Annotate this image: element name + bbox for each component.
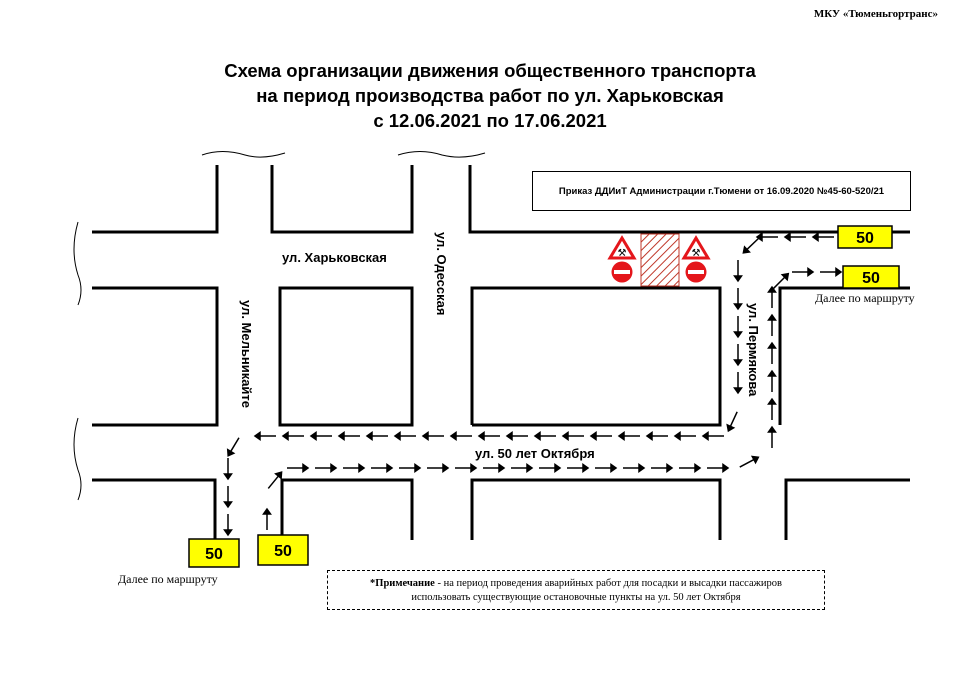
roadwork-warning-icon: [684, 238, 708, 259]
route-badge: [189, 539, 239, 567]
roadwork-warning-icon: [610, 238, 634, 259]
route-arrowhead: [423, 433, 428, 440]
route-arrowhead: [387, 465, 392, 472]
street-label-kharkovskaya: ул. Харьковская: [282, 250, 387, 265]
title-line-3: с 12.06.2021 по 17.06.2021: [373, 110, 607, 131]
route-arrowhead: [311, 433, 316, 440]
route-arrowhead: [479, 433, 484, 440]
route-arrowhead: [283, 433, 288, 440]
no-entry-icon: [686, 262, 707, 283]
route-arrowhead: [769, 399, 776, 404]
route-arrowhead: [225, 530, 232, 535]
route-arrowhead: [583, 465, 588, 472]
route-arrowhead: [471, 465, 476, 472]
route-arrowhead: [735, 304, 742, 309]
no-entry-icon: [612, 262, 633, 283]
route-arrowhead: [785, 234, 790, 241]
route-arrowhead: [647, 433, 652, 440]
svg-text:⚒: ⚒: [617, 248, 627, 259]
title-line-1: Схема организации движения общественного транспорта: [224, 60, 756, 81]
route-arrowhead: [359, 465, 364, 472]
route-arrowhead: [395, 433, 400, 440]
note-bold: *Примечание: [370, 578, 435, 589]
route-arrowhead: [535, 433, 540, 440]
note-line-2: использовать существующие остановочные пункты на ул. 50 лет Октября: [411, 592, 741, 603]
route-arrowhead: [675, 433, 680, 440]
route-arrowhead: [735, 360, 742, 365]
route-arrowhead: [703, 433, 708, 440]
route-arrowhead: [769, 315, 776, 320]
organization-name: МКУ «Тюменьгортранс»: [813, 8, 938, 20]
route-arrowhead: [735, 388, 742, 393]
route-arrowhead: [255, 433, 260, 440]
route-arrowhead: [752, 456, 758, 462]
route-arrowhead: [639, 465, 644, 472]
route-arrowhead: [303, 465, 308, 472]
street-label-permyakova: ул. Пермякова: [746, 303, 761, 397]
route-dash: [730, 412, 737, 427]
route-arrowhead: [836, 269, 841, 276]
svg-text:50: 50: [274, 543, 292, 560]
svg-text:50: 50: [862, 270, 880, 287]
route-arrowhead: [813, 234, 818, 241]
road-outlines: [74, 152, 910, 541]
route-arrowhead: [367, 433, 372, 440]
note-box: [327, 570, 825, 610]
route-arrowhead: [667, 465, 672, 472]
route-arrowhead: [555, 465, 560, 472]
continue-route-label: Далее по маршруту: [118, 572, 218, 586]
route-arrowhead: [563, 433, 568, 440]
route-arrowhead: [451, 433, 456, 440]
route-arrowhead: [619, 433, 624, 440]
route-arrowhead: [415, 465, 420, 472]
route-arrowhead: [723, 465, 728, 472]
svg-text:⚒: ⚒: [691, 248, 701, 259]
title-line-2: на период производства работ по ул. Харьковская: [256, 85, 724, 106]
continue-route-label: Далее по маршруту: [815, 291, 915, 305]
route-arrowhead: [443, 465, 448, 472]
route-dash: [740, 460, 754, 467]
order-reference-text: Приказ ДДИиТ Администрации г.Тюмени от 16.09.2020 №45-60-520/21: [558, 185, 885, 197]
route-arrowhead: [499, 465, 504, 472]
closure-zone: [641, 234, 679, 286]
route-arrowhead: [527, 465, 532, 472]
route-arrowhead: [611, 465, 616, 472]
route-arrowhead: [808, 269, 813, 276]
route-arrowhead: [727, 425, 733, 431]
route-arrowhead: [225, 502, 232, 507]
street-label-melnikaite: ул. Мельникайте: [239, 300, 254, 409]
route-arrowhead: [331, 465, 336, 472]
route-arrowhead: [591, 433, 596, 440]
route-badge: [843, 266, 899, 288]
svg-text:50: 50: [205, 546, 223, 563]
route-arrowhead: [225, 474, 232, 479]
note-text-1: - на период проведения аварийных работ для посадки и высадки пассажиров: [434, 578, 782, 589]
street-label-odesskaya: ул. Одесская: [434, 232, 449, 316]
route-dash: [231, 438, 239, 452]
route-arrowhead: [769, 343, 776, 348]
route-arrowhead: [769, 427, 776, 432]
route-badge: [838, 226, 892, 248]
route-arrowhead: [339, 433, 344, 440]
route-dash: [747, 238, 759, 249]
note-line-1: [328, 577, 824, 591]
route-arrowhead: [695, 465, 700, 472]
svg-text:50: 50: [856, 230, 874, 247]
route-arrowhead: [264, 509, 271, 514]
route-arrowhead: [735, 332, 742, 337]
route-badge: [258, 535, 308, 565]
route-dash: [268, 476, 278, 488]
street-label-oktyabrya: ул. 50 лет Октября: [475, 446, 595, 461]
route-arrowhead: [735, 276, 742, 281]
route-arrowhead: [507, 433, 512, 440]
route-arrowhead: [769, 371, 776, 376]
